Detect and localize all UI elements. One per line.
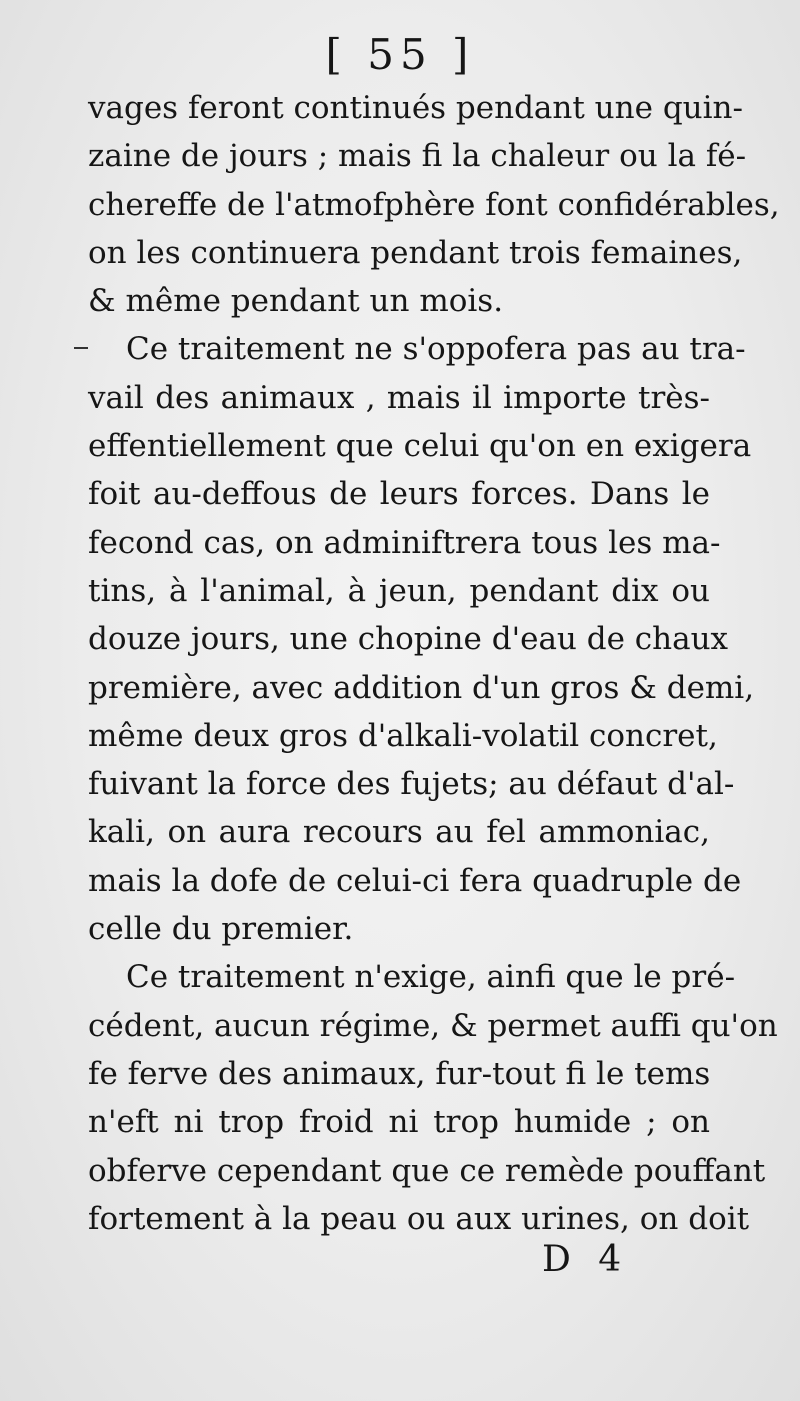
text-line: celle du premier. xyxy=(88,911,354,948)
margin-mark xyxy=(74,347,88,349)
text-line: fecond cas, on adminiftrera tous les ma- xyxy=(88,524,721,561)
text-line: fortement à la peau ou aux urines, on doit xyxy=(88,1200,750,1237)
text-line: on les continuera pendant trois femaines, xyxy=(88,234,743,271)
text-line: vail des animaux , mais il importe très- xyxy=(88,379,710,416)
text-line: mais la dofe de celui-ci fera quadruple de xyxy=(88,862,742,899)
text-line: chereffe de l'atmofphère font confidérables, xyxy=(88,186,780,223)
text-line: vages feront continués pendant une quin- xyxy=(88,90,743,126)
text-line: tins, à l'animal, à jeun, pendant dix ou xyxy=(88,572,710,609)
page-number: [ 55 ] xyxy=(325,30,475,79)
signature-mark: D 4 xyxy=(542,1239,630,1280)
text-line: foit au-deffous de leurs forces. Dans le xyxy=(88,476,710,513)
text-line: effentiellement que celui qu'on en exigera xyxy=(88,428,752,465)
paragraph-start-line: Ce traitement ne s'oppofera pas au tra- xyxy=(126,331,746,368)
text-line: première, avec addition d'un gros & demi, xyxy=(88,669,755,706)
text-line: zaine de jours ; mais fi la chaleur ou la fé- xyxy=(88,138,747,175)
body-text xyxy=(88,84,780,1243)
text-line: obferve cependant que ce remède pouffant xyxy=(88,1152,766,1189)
text-line: kali, on aura recours au fel ammoniac, xyxy=(88,814,710,851)
text-line: douze jours, une chopine d'eau de chaux xyxy=(88,621,729,658)
text-line: cédent, aucun régime, & permet auffi qu'on xyxy=(88,1007,778,1044)
text-line: n'eft ni trop froid ni trop humide ; on xyxy=(88,1104,710,1141)
paragraph-start-line: Ce traitement n'exige, ainfi que le pré- xyxy=(126,959,736,996)
text-line: & même pendant un mois. xyxy=(88,283,504,320)
text-line: fuivant la force des fujets; au défaut d'al- xyxy=(88,766,735,803)
text-line: fe ferve des animaux, fur-tout fi le tems xyxy=(88,1055,711,1092)
text-line: même deux gros d'alkali-volatil concret, xyxy=(88,717,718,754)
